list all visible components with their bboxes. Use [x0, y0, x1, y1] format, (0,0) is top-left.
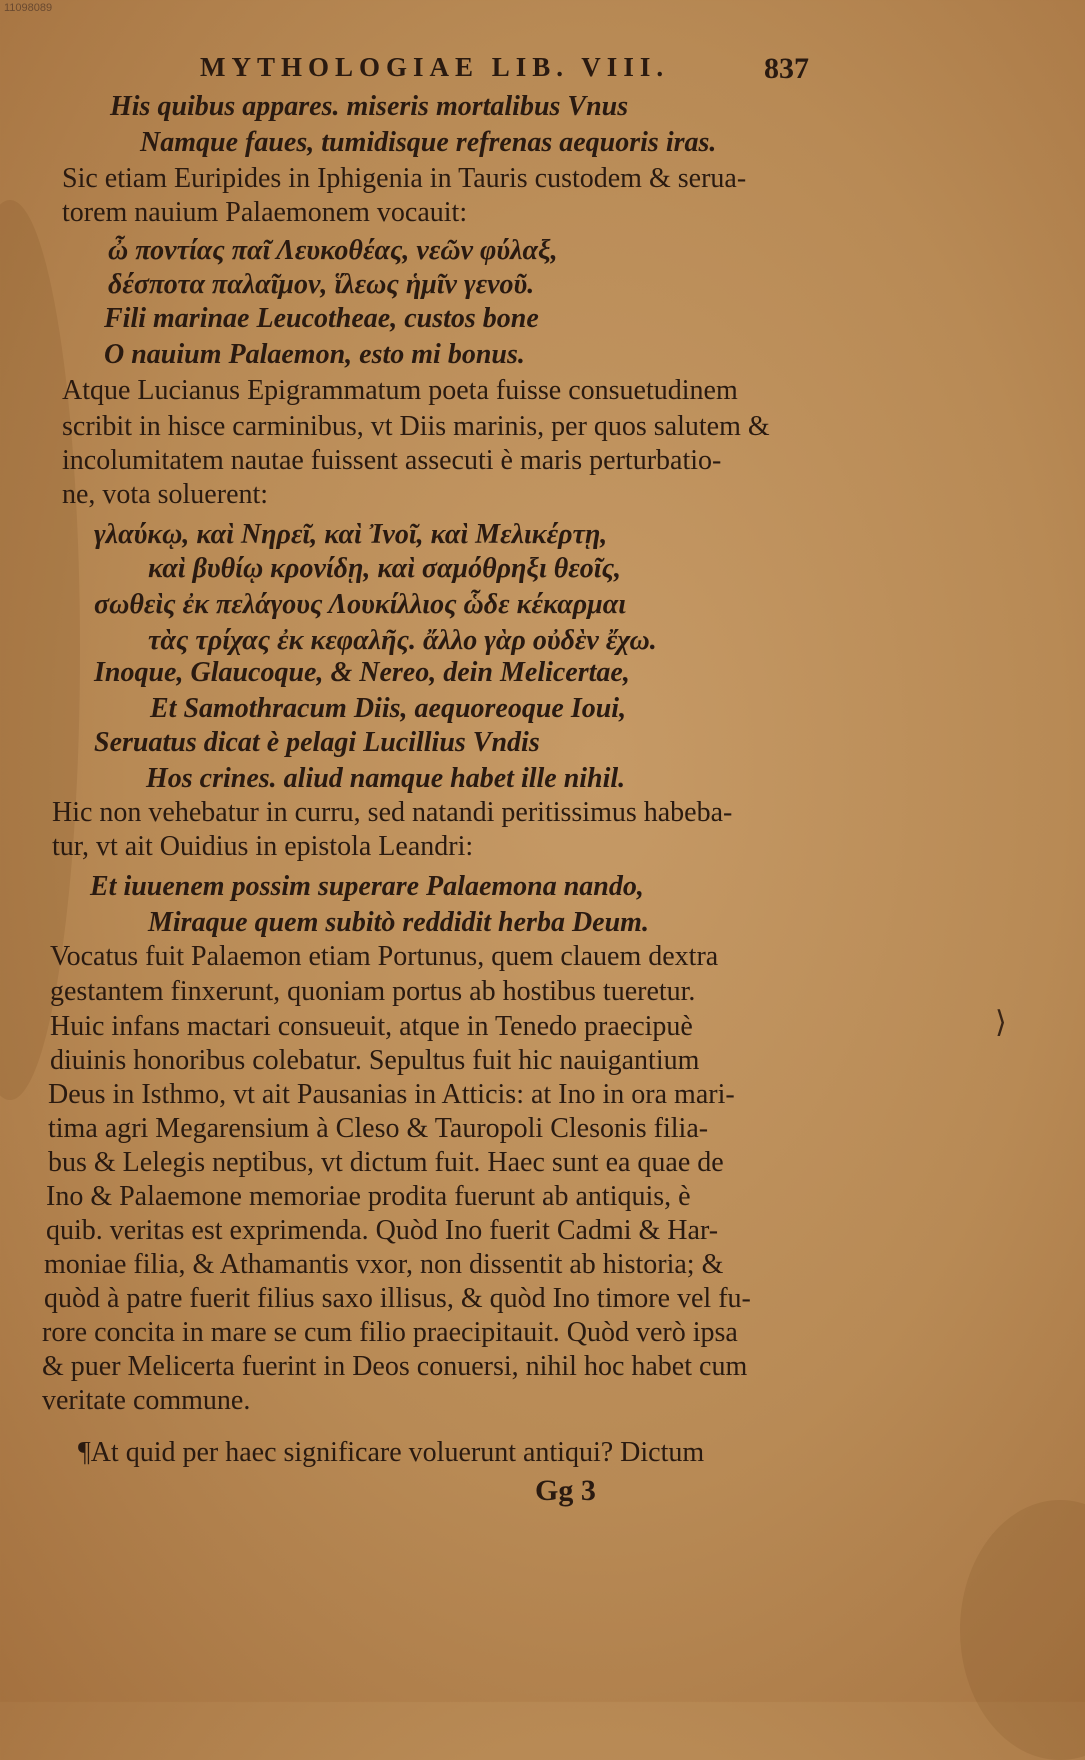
text-line: Deus in Isthmo, vt ait Pausanias in Atticis: at Ino in ora mari- [48, 1079, 735, 1110]
text-line: torem nauium Palaemonem vocauit: [62, 197, 468, 228]
text-line: ¶At quid per haec significare voluerunt antiqui? Dictum [78, 1437, 705, 1468]
catalog-id: 11098089 [4, 2, 53, 14]
text-line: Hic non vehebatur in curru, sed natandi peritissimus habeba- [52, 797, 733, 828]
text-line: bus & Lelegis neptibus, vt dictum fuit. Haec sunt ea quae de [48, 1147, 724, 1178]
text-line: incolumitatem nautae fuissent assecuti è maris perturbatio- [62, 445, 722, 476]
text-line: Et iuuenem possim superare Palaemona nando, [90, 871, 644, 902]
text-line: Seruatus dicat è pelagi Lucillius Vndis [94, 727, 540, 758]
text-line: His quibus appares. miseris mortalibus Vnus [110, 91, 629, 122]
text-line: Miraque quem subitò reddidit herba Deum. [148, 907, 649, 938]
text-line: Atque Lucianus Epigrammatum poeta fuisse consuetudinem [62, 375, 738, 406]
text-line: καὶ βυθίῳ κρονίδῃ, καὶ σαμόθρηξι θεοῖς, [148, 553, 622, 584]
text-line: tima agri Megarensium à Cleso & Tauropoli Clesonis filia- [48, 1113, 709, 1144]
text-line: veritate commune. [42, 1385, 251, 1416]
text-line: Et Samothracum Diis, aequoreoque Ioui, [150, 693, 627, 724]
margin-bracket-mark: ⟩ [995, 1006, 1007, 1039]
text-line: rore concita in mare se cum filio praecipitauit. Quòd verò ipsa [42, 1317, 738, 1348]
text-line: gestantem finxerunt, quoniam portus ab hostibus tueretur. [50, 976, 696, 1007]
text-line: ὦ ποντίας παῖ Λευκοθέας, νεῶν φύλαξ, [108, 235, 558, 266]
text-line: σωθεὶς ἐκ πελάγους Λουκίλλιος ὧδε κέκαρμαι [94, 589, 626, 620]
text-line: Namque faues, tumidisque refrenas aequoris iras. [140, 127, 717, 158]
running-header: MYTHOLOGIAE LIB. VIII. [200, 52, 670, 82]
text-line: Fili marinae Leucotheae, custos bone [104, 303, 539, 334]
text-line: γλαύκῳ, καὶ Νηρεῖ, καὶ Ἰνοῖ, καὶ Μελικέρτῃ, [94, 519, 608, 550]
page-number: 837 [764, 52, 809, 85]
text-line: quòd à patre fuerit filius saxo illisus, & quòd Ino timore vel fu- [44, 1283, 751, 1314]
text-line: τὰς τρίχας ἐκ κεφαλῆς. ἄλλο γὰρ οὐδὲν ἔχω. [148, 625, 657, 656]
text-line: Hos crines. aliud namque habet ille nihil. [146, 763, 626, 794]
text-line: O nauium Palaemon, esto mi bonus. [104, 339, 525, 370]
text-line: Sic etiam Euripides in Iphigenia in Tauris custodem & serua- [62, 163, 747, 194]
text-line: moniae filia, & Athamantis vxor, non dissentit ab historia; & [44, 1249, 724, 1280]
signature-mark: Gg 3 [535, 1474, 596, 1507]
text-line: scribit in hisce carminibus, vt Diis marinis, per quos salutem & [62, 411, 770, 442]
text-line: ne, vota soluerent: [62, 479, 269, 510]
text-line: diuinis honoribus colebatur. Sepultus fuit hic nauigantium [50, 1045, 700, 1076]
text-line: tur, vt ait Ouidius in epistola Leandri: [52, 831, 474, 862]
text-line: quib. veritas est exprimenda. Quòd Ino fuerit Cadmi & Har- [46, 1215, 719, 1246]
corner-stain [960, 1500, 1085, 1760]
text-line: Ino & Palaemone memoriae prodita fuerunt ab antiquis, è [46, 1181, 691, 1212]
text-line: & puer Melicerta fuerint in Deos conuersi, nihil hoc habet cum [42, 1351, 748, 1382]
text-line: δέσποτα παλαῖμον, ἵλεως ἡμῖν γενοῦ. [108, 269, 535, 300]
text-line: Inoque, Glaucoque, & Nereo, dein Melicertae, [94, 657, 630, 688]
text-line: Huic infans mactari consueuit, atque in Tenedo praecipuè [50, 1011, 693, 1042]
text-line: Vocatus fuit Palaemon etiam Portunus, quem clauem dextra [50, 941, 719, 972]
